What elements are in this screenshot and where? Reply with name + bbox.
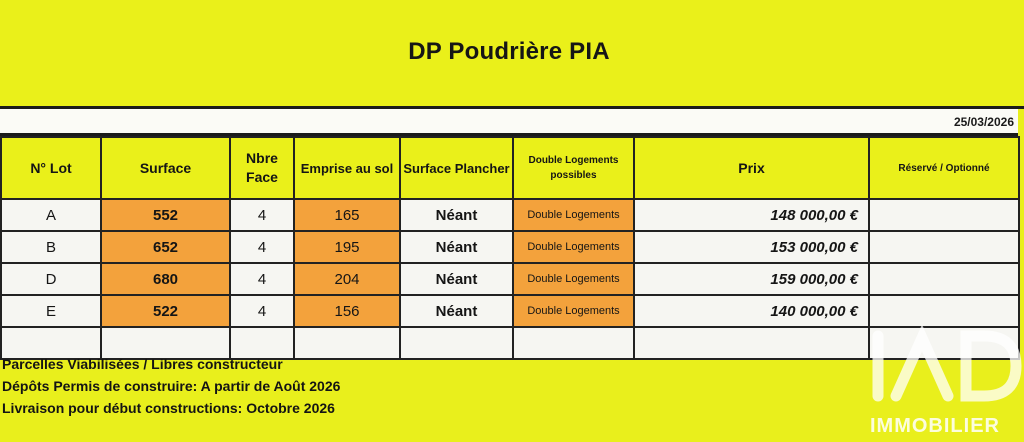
cell-plancher: Néant — [400, 295, 513, 327]
cell-face: 4 — [230, 295, 294, 327]
cell-reserve — [869, 263, 1019, 295]
note-line: Dépôts Permis de construire: A partir de Août 2026 — [2, 378, 341, 394]
cell-reserve — [869, 295, 1019, 327]
cell-reserve — [869, 199, 1019, 231]
col-header-nbre-face — [230, 137, 294, 199]
cell-surface: 680 — [101, 263, 230, 295]
cell-face: 4 — [230, 263, 294, 295]
watermark-text: IMMOBILIER — [870, 415, 1000, 437]
cell-emprise: 165 — [294, 199, 400, 231]
cell-emprise: 195 — [294, 231, 400, 263]
cell-lot: A — [1, 199, 101, 231]
date-strip — [0, 109, 1018, 136]
notes-block — [2, 353, 340, 419]
cell-empty — [513, 327, 634, 359]
cell-emprise: 156 — [294, 295, 400, 327]
col-header-surface: Surface — [101, 137, 230, 199]
iad-logo-icon — [866, 326, 1024, 437]
cell-lot: B — [1, 231, 101, 263]
cell-plancher: Néant — [400, 263, 513, 295]
cell-face: 4 — [230, 199, 294, 231]
table-header-row — [1, 137, 1019, 199]
cell-lot: D — [1, 263, 101, 295]
cell-emprise: 204 — [294, 263, 400, 295]
cell-empty — [400, 327, 513, 359]
iad-logo-graphic — [866, 326, 1024, 437]
note-line: Livraison pour début constructions: Octobre 2026 — [2, 400, 335, 416]
table-row — [1, 263, 1019, 295]
cell-surface: 652 — [101, 231, 230, 263]
col-header-emprise: Emprise au sol — [294, 137, 400, 199]
table-row — [1, 199, 1019, 231]
cell-plancher: Néant — [400, 199, 513, 231]
col-header-lot: N° Lot — [1, 137, 101, 199]
cell-double: Double Logements — [513, 231, 634, 263]
cell-prix: 148 000,00 € — [634, 199, 869, 231]
cell-double: Double Logements — [513, 199, 634, 231]
cell-reserve — [869, 231, 1019, 263]
col-header-nbre-line2: Face — [246, 169, 278, 185]
title-band — [0, 0, 1024, 109]
cell-prix: 159 000,00 € — [634, 263, 869, 295]
table-row — [1, 231, 1019, 263]
cell-plancher: Néant — [400, 231, 513, 263]
table-row — [1, 295, 1019, 327]
cell-surface: 552 — [101, 199, 230, 231]
cell-empty — [634, 327, 869, 359]
note-line: Parcelles Viabilisées / Libres constructeur — [2, 356, 283, 372]
page-title: DP Poudrière PIA — [408, 38, 610, 65]
cell-double: Double Logements — [513, 263, 634, 295]
col-header-double-line1: Double Logements — [528, 155, 619, 166]
cell-face: 4 — [230, 231, 294, 263]
cell-lot: E — [1, 295, 101, 327]
col-header-double-line2: possibles — [550, 170, 597, 181]
col-header-reserve: Réservé / Optionné — [869, 137, 1019, 199]
cell-double: Double Logements — [513, 295, 634, 327]
cell-prix: 140 000,00 € — [634, 295, 869, 327]
cell-prix: 153 000,00 € — [634, 231, 869, 263]
cell-surface: 522 — [101, 295, 230, 327]
col-header-double — [513, 137, 634, 199]
col-header-plancher: Surface Plancher — [400, 137, 513, 199]
document-date: 25/03/2026 — [953, 115, 1014, 129]
col-header-prix: Prix — [634, 137, 869, 199]
col-header-nbre-line1: Nbre — [246, 150, 278, 166]
